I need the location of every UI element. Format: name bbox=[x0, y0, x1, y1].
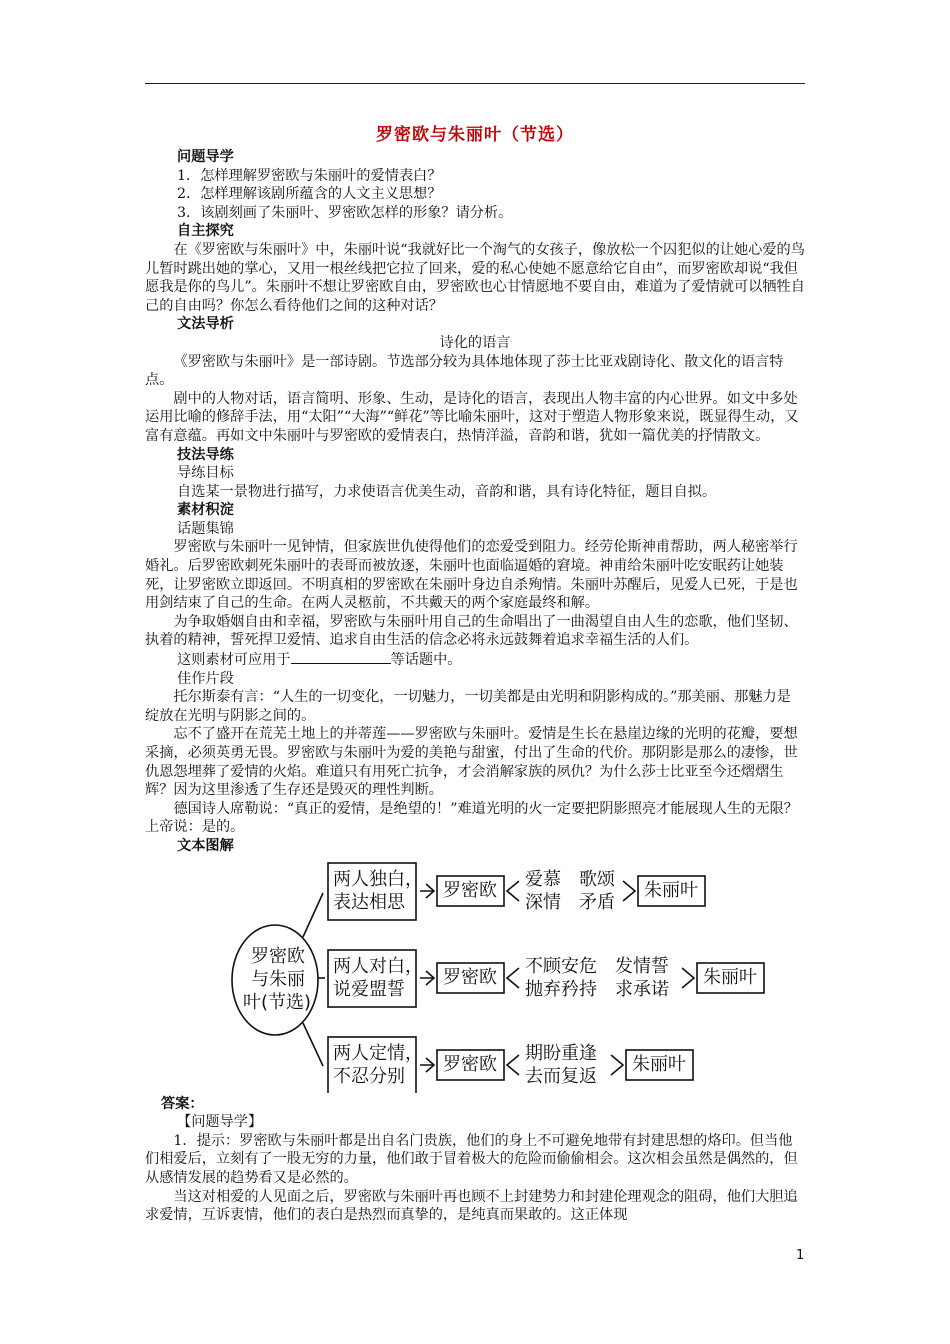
diagram-scene: 说爱盟誓 bbox=[333, 978, 405, 1000]
paragraph: 罗密欧与朱丽叶一见钟情，但家族世仇使得他们的恋爱受到阻力。经劳伦斯神甫帮助，两人秘密举行婚礼。后罗密欧刺死朱丽叶的表哥而被放逐，朱丽叶也面临逼婚的窘境。神甫给朱丽叶吃安眠药让她装死，让罗密欧立即返回。不明真相的罗密欧在朱丽叶身边自杀殉情。朱丽叶苏醒后，见爱人已死，于是也用剑结束了自己的生命。在两人灵柩前，不共戴天的两个家庭最终和解。 bbox=[145, 539, 798, 612]
section-heading-jifa: 技法导练 bbox=[177, 446, 234, 463]
question-item: 1．怎样理解罗密欧与朱丽叶的爱情表白？ bbox=[177, 167, 442, 184]
sub-heading: 话题集锦 bbox=[177, 520, 234, 537]
fill-blank bbox=[291, 650, 391, 664]
diagram-scene: 两人定情， bbox=[333, 1042, 423, 1064]
page-title: 罗密欧与朱丽叶（节选） bbox=[376, 125, 574, 145]
paragraph: 《罗密欧与朱丽叶》是一部诗剧。节选部分较为具体地体现了莎士比亚戏剧诗化、散文化的语言特点。 bbox=[145, 353, 784, 389]
diagram-scene: 表达相思 bbox=[333, 891, 405, 913]
section-heading-wenfa: 文法导析 bbox=[177, 316, 234, 333]
diagram-juliet: 朱丽叶 bbox=[632, 1053, 686, 1075]
diagram-romeo: 罗密欧 bbox=[443, 1053, 497, 1075]
diagram-center-line: 罗密欧 bbox=[251, 945, 305, 967]
paragraph: 1．提示：罗密欧与朱丽叶都是出自名门贵族，他们的身上不可避免地带有封建思想的烙印。但当他们相爱后，立刻有了一股无穷的力量，他们敢于冒着极大的危险而偷偷相会。这次相会虽然是偶然的，但从感情发展的趋势看又是必然的。 bbox=[145, 1132, 798, 1186]
diagram-scene: 不忍分别 bbox=[333, 1065, 405, 1087]
diagram-feeling: 期盼重逢 bbox=[525, 1042, 597, 1064]
text-diagram bbox=[145, 857, 805, 1093]
answer-sub-heading: 【问题导学】 bbox=[177, 1114, 263, 1131]
paragraph: 德国诗人席勒说：“真正的爱情，是绝望的！”难道光明的火一定要把阴影照亮才能展现人生的无限？上帝说：是的。 bbox=[145, 800, 798, 836]
paragraph: 在《罗密欧与朱丽叶》中，朱丽叶说“我就好比一个淘气的女孩子，像放松一个囚犯似的让她心爱的鸟儿暂时跳出她的掌心，又用一根丝线把它拉了回来，爱的私心使她不愿意给它自由”，而罗密欧却说“我但愿我是你的鸟儿”。朱丽叶不想让罗密欧自由，罗密欧也心甘情愿地不要自由，难道为了爱情就可以牺牲自己的自由吗？你怎么看待他们之间的这种对话？ bbox=[145, 241, 805, 314]
diagram-center-line: 与朱丽 bbox=[251, 968, 305, 990]
diagram-feeling: 深情 矛盾 bbox=[525, 891, 615, 913]
diagram-scene: 两人对白， bbox=[333, 955, 423, 977]
paragraph: 为争取婚姻自由和幸福，罗密欧与朱丽叶用自己的生命唱出了一曲渴望自由人生的恋歌，他们坚韧、执着的精神，誓死捍卫爱情、追求自由生活的信念必将永远鼓舞着追求幸福生活的人们。 bbox=[145, 613, 798, 649]
diagram-feeling: 抛弃矜持 求承诺 bbox=[525, 978, 669, 1000]
answer-heading: 答案： bbox=[161, 1095, 204, 1112]
diagram-feeling: 爱慕 歌颂 bbox=[525, 868, 615, 890]
question-item: 2．怎样理解该剧所蕴含的人文主义思想？ bbox=[177, 186, 442, 203]
section-heading-wenti: 问题导学 bbox=[177, 149, 234, 165]
diagram-feeling: 去而复返 bbox=[525, 1065, 597, 1087]
section-heading-sucai: 素材积淀 bbox=[177, 502, 234, 519]
diagram-center-line: 叶(节选) bbox=[243, 991, 312, 1013]
diagram-juliet: 朱丽叶 bbox=[703, 966, 757, 988]
document-page bbox=[145, 122, 805, 1225]
diagram-scene: 两人独白， bbox=[333, 868, 423, 890]
diagram-romeo: 罗密欧 bbox=[443, 879, 497, 901]
section-heading-zizhu: 自主探究 bbox=[177, 223, 234, 240]
question-item: 3．该剧刻画了朱丽叶、罗密欧怎样的形象？请分析。 bbox=[177, 204, 513, 221]
page-number: 1 bbox=[796, 1248, 805, 1263]
diagram-romeo: 罗密欧 bbox=[443, 966, 497, 988]
paragraph: 当这对相爱的人见面之后，罗密欧与朱丽叶再也顾不上封建势力和封建伦理观念的阻碍，他们大胆追求爱情，互诉衷情，他们的表白是热烈而真挚的，是纯真而果敢的。这正体现 bbox=[145, 1188, 798, 1224]
header-rule bbox=[145, 83, 805, 84]
paragraph: 托尔斯泰有言：“人生的一切变化，一切魅力，一切美都是由光明和阴影构成的。”那美丽、那魅力是绽放在光明与阴影之间的。 bbox=[145, 689, 791, 724]
section-subtitle: 诗化的语言 bbox=[439, 334, 511, 351]
sub-heading: 佳作片段 bbox=[177, 670, 234, 687]
apply-post: 等话题中。 bbox=[390, 652, 462, 669]
section-heading-wenben: 文本图解 bbox=[177, 837, 234, 854]
diagram-juliet: 朱丽叶 bbox=[644, 879, 698, 901]
diagram-feeling: 不顾安危 发情誓 bbox=[525, 955, 669, 977]
paragraph: 自选某一景物进行描写，力求使语言优美生动，音韵和谐，具有诗化特征，题目自拟。 bbox=[177, 483, 717, 500]
apply-line bbox=[145, 650, 805, 670]
apply-pre: 这则素材可应用于 bbox=[177, 652, 291, 669]
paragraph: 忘不了盛开在荒芜土地上的并蒂莲——罗密欧与朱丽叶。爱情是生长在悬崖边缘的光明的花瓣，要想采摘，必须英勇无畏。罗密欧与朱丽叶为爱的美艳与甜蜜，付出了生命的代价。那阴影是那么的凄惨，世仇恩怨埋葬了爱情的火焰。难道只有用死亡抗争，才会消解家族的夙仇？为什么莎士比亚至今还熠熠生辉？因为这里渗透了生存还是毁灭的理性判断。 bbox=[145, 726, 798, 799]
sub-heading: 导练目标 bbox=[177, 465, 234, 482]
paragraph: 剧中的人物对话，语言简明、形象、生动，是诗化的语言，表现出人物丰富的内心世界。如文中多处运用比喻的修辞手法，用“太阳”“大海”“鲜花”等比喻朱丽叶，这对于塑造人物形象来说，既显得生动，又富有意蕴。再如文中朱丽叶与罗密欧的爱情表白，热情洋溢，音韵和谐，犹如一篇优美的抒情散文。 bbox=[145, 390, 799, 444]
